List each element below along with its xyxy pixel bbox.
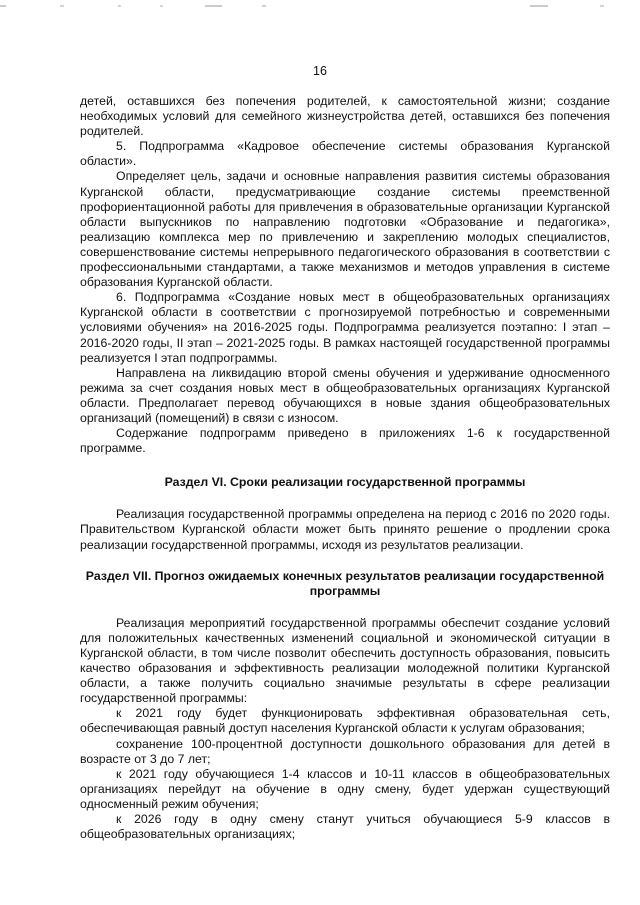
paragraph: Реализация государственной программы определена на период с 2016 по 2020 годы. Правительством Курганской области может быть принято решение о продлении срока реализации государственной программы, исходя из результатов реализации.: [80, 507, 610, 552]
section-heading: Раздел VII. Прогноз ожидаемых конечных результатов реализации государственной программы: [85, 568, 605, 598]
scan-artifact-marks: [0, 3, 640, 9]
paragraph: Реализация мероприятий государственной программы обеспечит создание условий для положительных качественных изменений социальной и экономической ситуации в Курганской области, в том числе позволит обеспечить доступность образования, повысить качество образования и эффективность реализации молодежной политики Курганской области, а также получить социально значимые результаты в сфере реализации государственной программы:: [80, 615, 610, 706]
paragraph: Направлена на ликвидацию второй смены обучения и удерживание односменного режима за счет создания новых мест в общеобразовательных организациях Курганской области. Предполагает перевод обучающихся в новые здания общеобразовательных организаций (помещений) в связи с износом.: [80, 365, 610, 425]
paragraph: детей, оставшихся без попечения родителей, к самостоятельной жизни; создание необходимых условий для семейного жизнеустройства детей, оставшихся без попечения родителей.: [80, 94, 610, 139]
paragraph: к 2021 году обучающиеся 1-4 классов и 10-11 классов в общеобразовательных организациях перейдут на обучение в одну смену, будет удержан существующий односменный режим обучения;: [80, 766, 610, 811]
paragraph: 5. Подпрограмма «Кадровое обеспечение системы образования Курганской области».: [80, 139, 610, 169]
paragraph: 6. Подпрограмма «Создание новых мест в общеобразовательных организациях Курганской области в соответствии с прогнозируемой потребностью и современными условиями обучения» на 2016-2025 годы. Подпрограмма реализуется поэтапно: I этап – 2016-2020 годы, II этап – 2021-2025 годы. В рамках настоящей государственной программы реализуется I этап подпрограммы.: [80, 290, 610, 365]
section-heading: Раздел VI. Сроки реализации государственной программы: [164, 475, 526, 490]
paragraph: Определяет цель, задачи и основные направления развития системы образования Курганской области, предусматривающие создание системы преемственной профориентационной работы для привлечения в образовательные организации Курганской области выпускников по направлению подготовки «Образование и педагогика», реализацию комплекса мер по привлечению и закреплению молодых специалистов, совершенствование системы непрерывного педагогического образования в соответствии с профессиональными стандартами, а также механизмов и методов управления в системе образования Курганской области.: [80, 169, 610, 290]
paragraph: к 2026 году в одну смену станут учиться обучающиеся 5-9 классов в общеобразовательных организациях;: [80, 812, 610, 842]
paragraph: к 2021 году будет функционировать эффективная образовательная сеть, обеспечивающая равный доступ населения Курганской области к услугам образования;: [80, 706, 610, 736]
page-number: 16: [313, 64, 327, 78]
paragraph: сохранение 100-процентной доступности дошкольного образования для детей в возрасте от 3 до 7 лет;: [80, 736, 610, 766]
document-body: [80, 94, 610, 842]
paragraph: Содержание подпрограмм приведено в приложениях 1-6 к государственной программе.: [80, 426, 610, 456]
